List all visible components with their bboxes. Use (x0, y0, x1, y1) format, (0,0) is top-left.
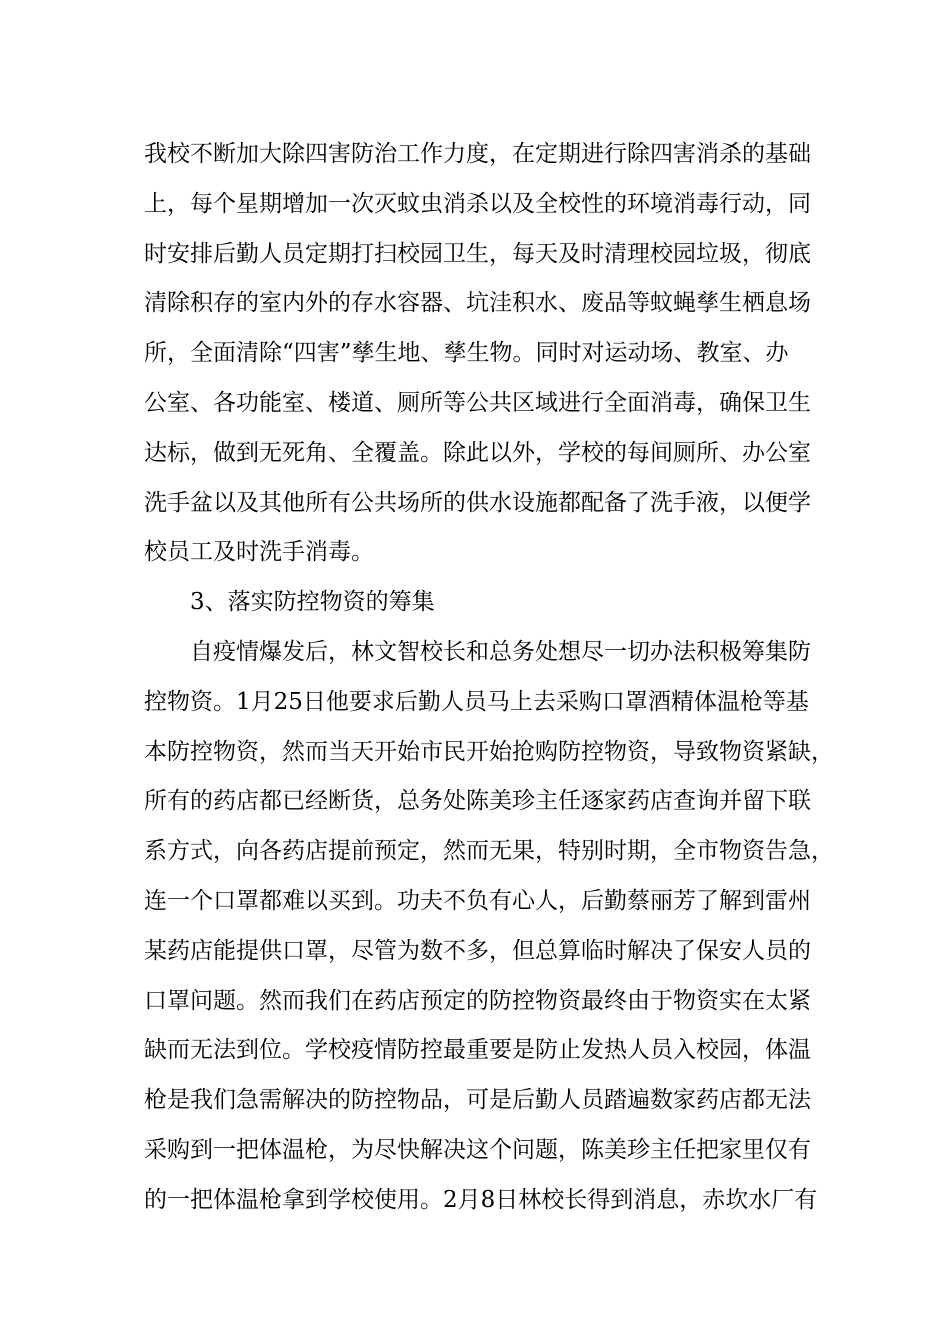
text-line: 3、落实防控物资的筹集 (190, 589, 435, 616)
text-line: 时安排后勤人员定期打扫校园卫生，每天及时清理校园垃圾，彻底 (144, 240, 811, 267)
text-line: 本防控物资，然而当天开始市民开始抢购防控物资，导致物资紧缺， (144, 738, 834, 765)
text-line: 某药店能提供口罩，尽管为数不多，但总算临时解决了保安人员的 (144, 937, 811, 964)
text-line: 达标，做到无死角、全覆盖。除此以外，学校的每间厕所、办公室 (144, 439, 811, 466)
text-line: 所，全面清除“四害”孳生地、孳生物。同时对运动场、教室、办 (144, 340, 789, 367)
document-body (144, 130, 834, 1226)
text-line: 自疫情爆发后，林文智校长和总务处想尽一切办法积极筹集防 (190, 638, 811, 665)
text-line: 控物资。1月25日他要求后勤人员马上去采购口罩酒精体温枪等基 (144, 688, 809, 715)
text-line: 校员工及时洗手消毒。 (144, 539, 374, 566)
text-line: 的一把体温枪拿到学校使用。2月8日林校长得到消息，赤坎水厂有 (144, 1186, 818, 1213)
text-line: 我校不断加大除四害防治工作力度，在定期进行除四害消杀的基础 (144, 141, 811, 167)
text-line: 上，每个星期增加一次灭蚊虫消杀以及全校性的环境消毒行动，同 (144, 190, 811, 217)
text-line: 公室、各功能室、楼道、厕所等公共区域进行全面消毒，确保卫生 (144, 389, 811, 416)
text-line: 采购到一把体温枪，为尽快解决这个问题，陈美珍主任把家里仅有 (144, 1136, 811, 1163)
text-line: 缺而无法到位。学校疫情防控最重要是防止发热人员入校园，体温 (144, 1037, 811, 1064)
text-line: 清除积存的室内外的存水容器、坑洼积水、废品等蚊蝇孳生栖息场 (144, 290, 811, 317)
text-line: 口罩问题。然而我们在药店预定的防控物资最终由于物资实在太紧 (144, 987, 811, 1014)
text-line: 所有的药店都已经断货，总务处陈美珍主任逐家药店查询并留下联 (144, 788, 811, 815)
text-line: 枪是我们急需解决的防控物品，可是后勤人员踏遍数家药店都无法 (144, 1087, 811, 1114)
text-line: 洗手盆以及其他所有公共场所的供水设施都配备了洗手液，以便学 (144, 489, 811, 516)
text-line: 连一个口罩都难以买到。功夫不负有心人，后勤蔡丽芳了解到雷州 (144, 887, 811, 914)
text-line: 系方式，向各药店提前预定，然而无果，特别时期，全市物资告急， (144, 838, 834, 865)
